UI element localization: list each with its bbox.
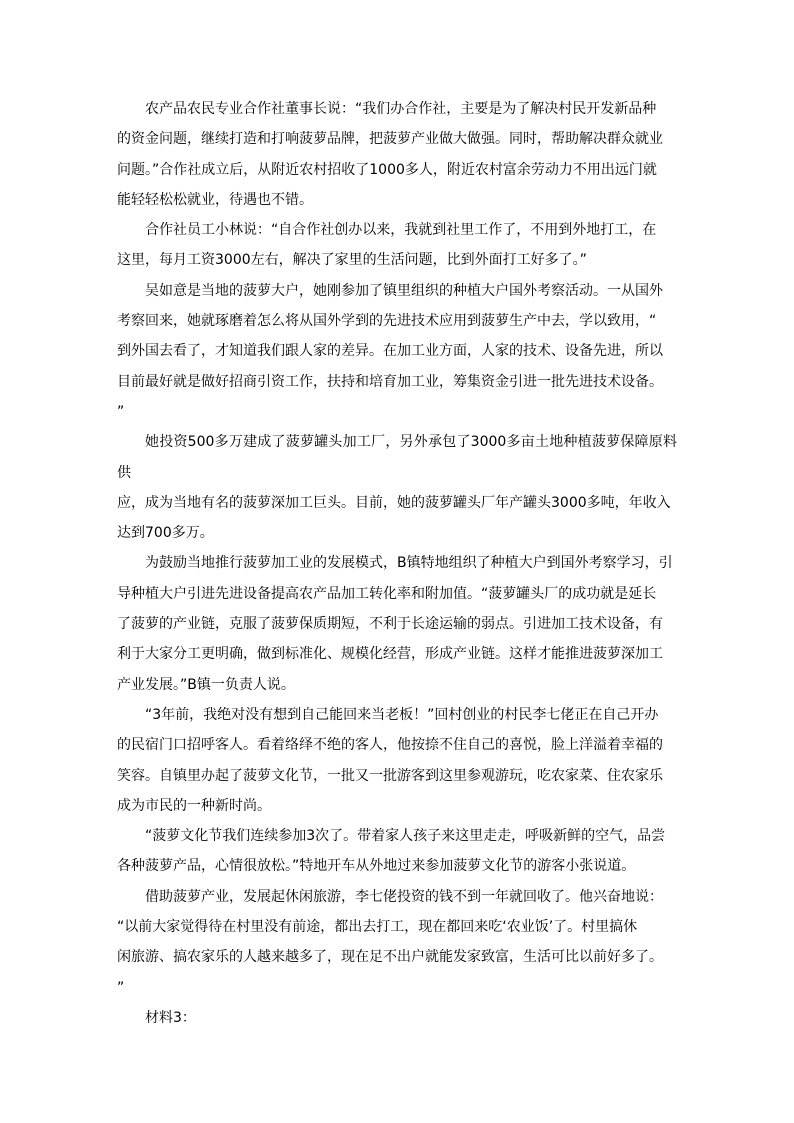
section-heading-material-3: 材料3：	[145, 1009, 196, 1026]
paragraph-tourist-xiaozhang: “菠萝文化节我们连续参加3次了。带着家人孩子来这里走走，呼吸新鲜的空气，品尝 各种菠萝产品，心情很放松。”特地开车从外地过来参加菠萝文化节的游客小张说道。	[117, 828, 666, 875]
paragraph-cannery-investment: 她投资500多万建成了菠萝罐头加工厂，另外承包了3000多亩土地种植菠萝保障原料供 应，成为当地有名的菠萝深加工巨头。目前，她的菠萝罐头厂年产罐头3000多吨，年收入 达到700多万。	[117, 434, 677, 542]
paragraph-leisure-tourism: 借助菠萝产业，发展起休闲旅游，李七佬投资的钱不到一年就回收了。他兴奋地说： “以前大家觉得待在村里没有前途，都出去打工，现在都回来吃‘农业饭’了。村里搞休 闲旅游、搞农家乐的人越来越多了，现在足不出户就能发家致富，生活可比以前好多了。 ”	[117, 888, 663, 996]
paragraph-wu-ruyi: 吴如意是当地的菠萝大户，她刚参加了镇里组织的种植大户国外考察活动。一从国外 考察回来，她就琢磨着怎么将从国外学到的先进技术应用到菠萝生产中去，学以致用，“ 到外国去看了，才知道我们跟人家的差异。在加工业方面，人家的技术、设备先进，所以 目前最好就是做好招商引资工作，扶持和培育加工业，筹集资金引进一批先进技术设备。 ”	[117, 282, 663, 420]
paragraph-li-qilao-homestay: “3年前，我绝对没有想到自己能回来当老板！”回村创业的村民李七佬正在自己开办 的民宿门口招呼客人。看着络绎不绝的客人，他按捺不住自己的喜悦，脸上洋溢着幸福的 笑容。自镇里办起了菠萝文化节，一批又一批游客到这里参观游玩，吃农家菜、住农家乐 成为市民的一种新时尚。	[117, 706, 663, 814]
paragraph-cooperative-chairman: 农产品农民专业合作社董事长说：“我们办合作社，主要是为了解决村民开发新品种 的资金问题，继续打造和打响菠萝品牌，把菠萝产业做大做强。同时，帮助解决群众就业 问题。”合作社成立后，从附近农村招收了1000多人，附近农村富余劳动力不用出远门就 能轻轻松松就业，待遇也不错。	[117, 101, 663, 208]
document-body	[117, 94, 677, 1033]
paragraph-employee-xiaolin: 合作社员工小林说：“自合作社创办以来，我就到社里工作了，不用到外地打工，在 这里，每月工资3000左右，解决了家里的生活问题，比到外面打工好多了。”	[117, 222, 657, 269]
paragraph-b-town-model: 为鼓励当地推行菠萝加工业的发展模式，B镇特地组织了种植大户到国外考察学习，引 导种植大户引进先进设备提高农产品加工转化率和附加值。“菠萝罐头厂的成功就是延长 了菠萝的产业链，克服了菠萝保质期短，不利于长途运输的弱点。引进加工技术设备，有 利于大家分工更明确，做到标准化、规模化经营，形成产业链。这样才能推进菠萝深加工 产业发展。”B镇一负责人说。	[117, 555, 673, 693]
